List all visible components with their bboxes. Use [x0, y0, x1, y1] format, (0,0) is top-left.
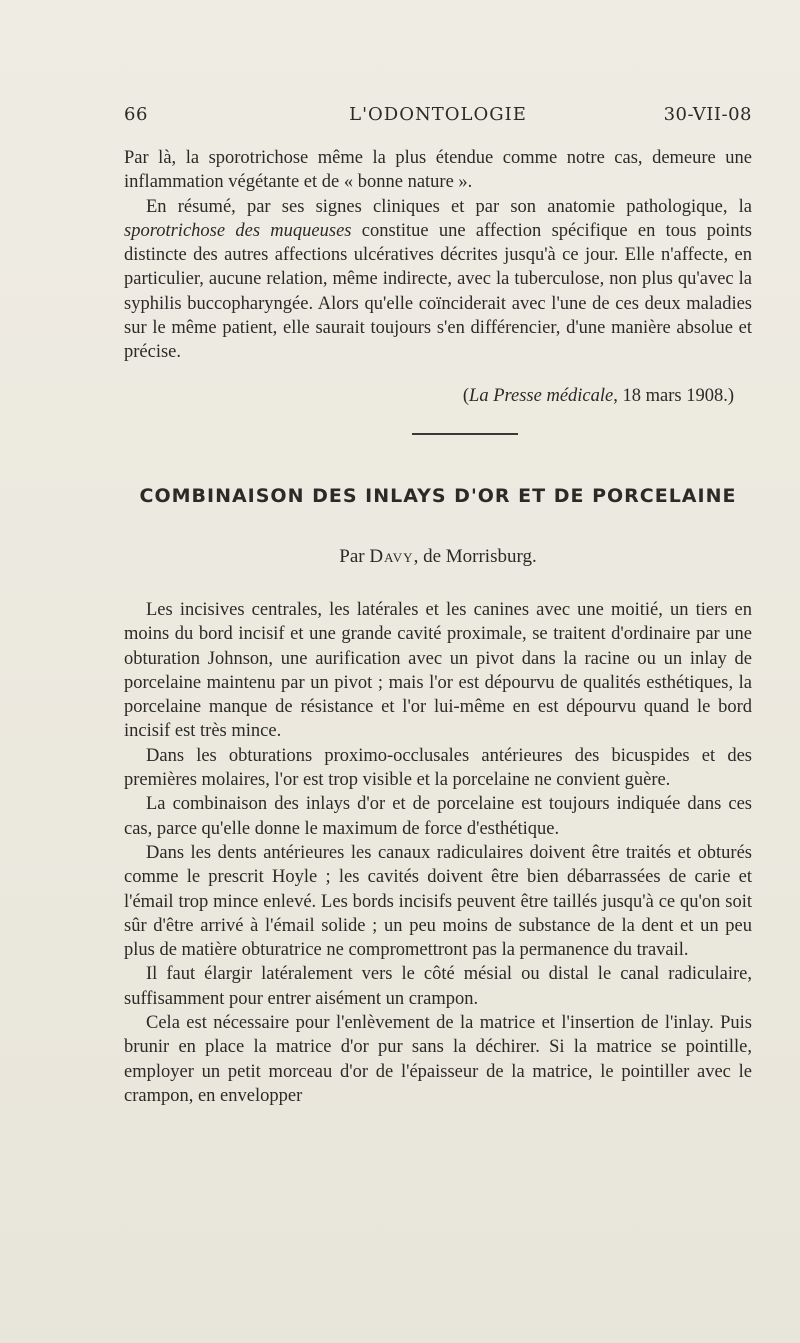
paragraph: Les incisives centrales, les latérales et les canines avec une moitié, un tiers en moins du bord incisif et une grande cavité proximale, se traitent d'ordinaire par une obturation Johnson, une aurification avec un pivot dans la racine ou un inlay de porcelaine maintenu par un pivot ; mais l'or est dépourvu de qualités esthétiques, la porcelaine manque de résistance et l'or lui-même en est dépourvu quand le bord incisif est très mince. [124, 600, 752, 742]
paragraph: Cela est nécessaire pour l'enlèvement de la matrice et l'insertion de l'inlay. Puis brunir en place la matrice d'or pur sans la déchirer. Si la matrice se pointille, employer un petit morceau d'or de l'épaisseur de la matrice, le pointiller avec le crampon, en envelopper [124, 1013, 752, 1106]
previous-article-text [124, 146, 752, 365]
running-title: L'ODONTOLOGIE [349, 104, 527, 125]
paragraph [124, 195, 752, 365]
citation-open: ( [462, 386, 470, 406]
issue-date: 30-VII-08 [663, 104, 752, 125]
byline-prefix: Par [339, 546, 370, 567]
article-body [124, 598, 752, 1108]
article-title: COMBINAISON DES INLAYS D'OR ET DE PORCELAINE [139, 485, 737, 507]
running-header [124, 104, 752, 132]
author-name: Davy [369, 546, 414, 567]
italic-term: sporotrichose des muqueuses [124, 220, 352, 241]
paragraph: La combinaison des inlays d'or et de porcelaine est toujours indiquée dans ces cas, parce qu'elle donne le maximum de force d'esthétique. [124, 794, 752, 839]
citation-source: La Presse médicale [469, 386, 614, 406]
citation [124, 386, 734, 407]
byline [124, 546, 752, 568]
paragraph: Dans les obturations proximo-occlusales antérieures des bicuspides et des premières molaires, l'or est trop visible et la porcelaine ne convient guère. [124, 745, 752, 791]
byline-suffix: , de Morrisburg. [413, 546, 537, 567]
section-divider [412, 433, 518, 435]
paragraph-text: En résumé, par ses signes cliniques et par son anatomie pathologique, la [146, 196, 752, 217]
paragraph: Dans les dents antérieures les canaux radiculaires doivent être traités et obturés comme le prescrit Hoyle ; les cavités doivent être bien débarrassées de carie et l'émail trop mince enlevé. Les bords incisifs peuvent être taillés jusqu'à ce qu'on soit sûr d'être arrivé à l'émail solide ; un peu moins de substance de la dent et un peu plus de matière obturatrice ne compromettront pas la permanence du travail. [124, 842, 752, 961]
paragraph: Par là, la sporotrichose même la plus étendue comme notre cas, demeure une inflammation végétante et de « bonne nature ». [124, 148, 752, 193]
paragraph: Il faut élargir latéralement vers le côté mésial ou distal le canal radiculaire, suffisamment pour entrer aisément un crampon. [124, 964, 752, 1009]
page-number: 66 [124, 104, 148, 125]
paragraph-text: constitue une affection spécifique en tous points distincte des autres affections ulcératives décrites jusqu'à ce jour. Elle n'affecte, en particulier, aucune relation, même indirecte, avec la tuberculose, non plus qu'avec la syphilis buccopharyngée. Alors qu'elle coïnciderait avec l'une de ces deux maladies sur le même patient, elle saurait toujours s'en différencier, d'une manière absolue et précise. [124, 220, 752, 363]
citation-date: , 18 mars 1908.) [613, 386, 734, 406]
